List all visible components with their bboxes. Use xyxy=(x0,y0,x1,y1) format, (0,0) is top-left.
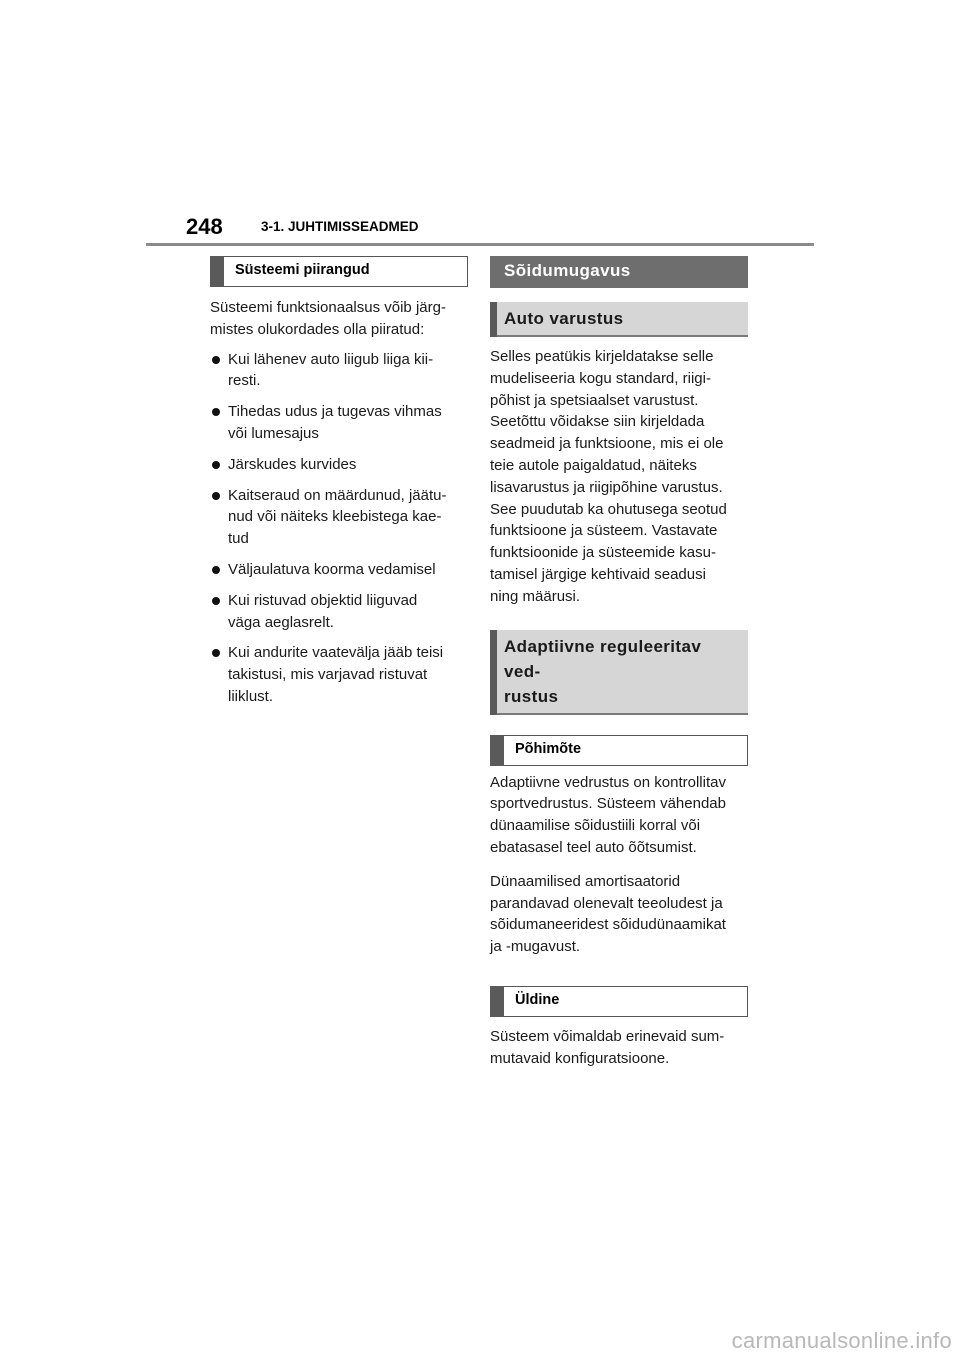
section-heading-adaptiivne-vedrustus xyxy=(490,630,748,715)
left-column xyxy=(210,256,468,717)
subsection-heading-uldine: Üldine xyxy=(490,986,748,1017)
section-heading-susteemi-piirangud: Süsteemi piirangud xyxy=(210,256,468,287)
subsection-heading-pohimote: Põhimõte xyxy=(490,735,748,766)
text-line: tud xyxy=(228,530,249,548)
text-line: ebatasasel teel auto õõtsumist. xyxy=(490,838,697,856)
list-item xyxy=(210,485,468,550)
chapter-title: 3-1. JUHTIMISSEADMED xyxy=(261,219,419,234)
text-line: mistes olukordades olla piiratud: xyxy=(210,320,425,338)
text-line: resti. xyxy=(228,372,261,390)
chapter-heading-soidumugavus: Sõidumugavus xyxy=(490,256,748,288)
pohimote-paragraph-2 xyxy=(490,871,748,958)
text-line: sportvedrustus. Süsteem vähendab xyxy=(490,795,726,813)
page-number: 248 xyxy=(186,214,223,239)
text-line: ja -mugavust. xyxy=(490,938,581,956)
heading-text: Adaptiivne reguleeritav ved- xyxy=(504,636,702,681)
section-heading-auto-varustus xyxy=(490,302,748,337)
list-item xyxy=(210,454,468,476)
list-item xyxy=(210,590,468,634)
text-line: See puudutab ka ohutusega seotud xyxy=(490,500,727,518)
text-line: funktsioone ja süsteem. Vastavate xyxy=(490,522,718,540)
text-line: Selles peatükis kirjeldatakse selle xyxy=(490,348,714,365)
text-line: teie autole paigaldatud, näiteks xyxy=(490,456,697,474)
text-line: Kui ristuvad objektid liiguvad xyxy=(228,591,418,609)
text-line: Kaitseraud on määrdunud, jäätu- xyxy=(228,486,447,504)
text-line: takistusi, mis varjavad ristuvat xyxy=(228,666,428,684)
text-line: Seetõttu võidakse siin kirjeldada xyxy=(490,413,705,431)
text-line: mutavaid konfiguratsioone. xyxy=(490,1049,670,1067)
text-line: või lumesajus xyxy=(228,424,319,442)
text-line: Süsteem võimaldab erinevaid sum- xyxy=(490,1027,725,1045)
intro-paragraph xyxy=(210,297,468,341)
text-line: tamisel järgige kehtivaid seadusi xyxy=(490,565,706,583)
text-line: nud või näiteks kleebistega kae- xyxy=(228,508,442,526)
text-line: dünaamilise sõidustiili korral või xyxy=(490,817,701,835)
header-divider xyxy=(146,243,814,246)
list-item xyxy=(210,559,468,581)
text-line: Väljaulatuva koorma vedamisel xyxy=(228,560,436,578)
list-item xyxy=(210,401,468,445)
text-line: seadmeid ja funktsioone, mis ei ole xyxy=(490,435,724,453)
auto-varustus-paragraph xyxy=(490,346,748,608)
text-line: Tihedas udus ja tugevas vihmas xyxy=(228,403,442,421)
text-line: Järskudes kurvides xyxy=(228,455,357,473)
pohimote-paragraph-1 xyxy=(490,772,748,859)
list-item xyxy=(210,642,468,707)
text-line: Kui andurite vaatevälja jääb teisi xyxy=(228,644,444,662)
page-header xyxy=(0,0,960,250)
right-column xyxy=(490,256,748,1070)
watermark: carmanualsonline.info xyxy=(731,1328,952,1353)
heading-text: rustus xyxy=(504,686,559,706)
text-line: funktsioonide ja süsteemide kasu- xyxy=(490,544,716,562)
text-line: parandavad olenevalt teeoludest ja xyxy=(490,894,723,912)
list-item xyxy=(210,349,468,393)
text-line: Adaptiivne vedrustus on kontrollitav xyxy=(490,773,726,791)
text-line: Süsteemi funktsionaalsus võib järg- xyxy=(210,299,446,316)
text-line: väga aeglasrelt. xyxy=(228,613,334,631)
heading-text: Auto varustus xyxy=(504,309,624,328)
text-line: liiklust. xyxy=(228,687,274,705)
text-line: Dünaamilised amortisaatorid xyxy=(490,872,681,890)
text-line: Kui lähenev auto liigub liiga kii- xyxy=(228,350,434,368)
uldine-paragraph xyxy=(490,1026,748,1070)
text-line: mudeliseeria kogu standard, riigi- xyxy=(490,369,711,387)
limitations-list xyxy=(210,349,468,708)
text-line: ning määrusi. xyxy=(490,587,581,605)
text-line: sõidumaneeridest sõidudünaamikat xyxy=(490,916,726,934)
text-line: lisavarustus ja riigipõhine varustus. xyxy=(490,478,723,496)
text-line: põhist ja spetsiaalset varustust. xyxy=(490,391,699,409)
